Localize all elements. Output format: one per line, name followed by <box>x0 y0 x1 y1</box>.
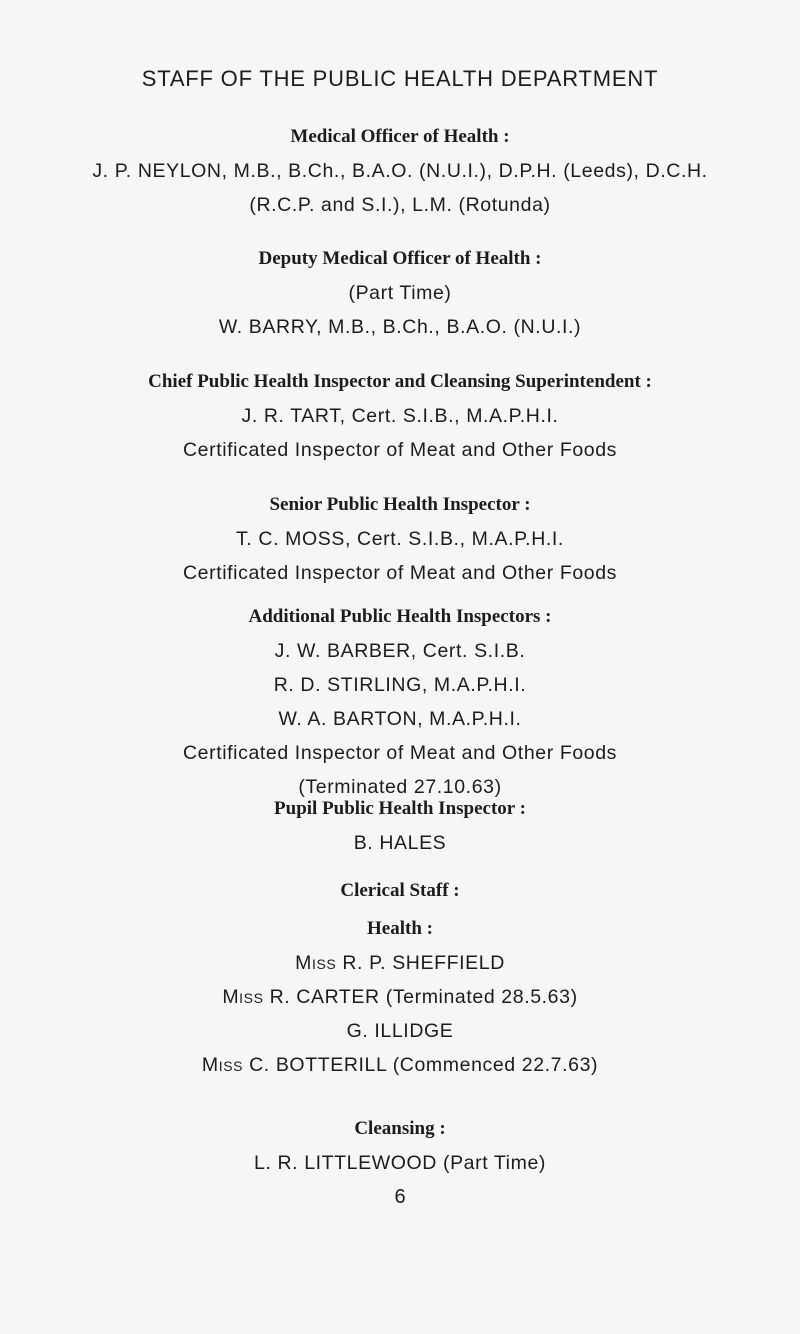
clerical-staff-line <box>0 1048 800 1082</box>
clerical-staff-heading: Clerical Staff : <box>340 880 460 901</box>
cleansing-heading: Cleansing : <box>354 1118 446 1139</box>
staff-name: R. CARTER (Terminated 28.5.63) <box>269 986 578 1008</box>
clerical-staff-line <box>0 946 800 980</box>
chief-inspector-line: J. R. TART, Cert. S.I.B., M.A.P.H.I. <box>241 405 559 427</box>
senior-inspector-line: Certificated Inspector of Meat and Other Foods <box>182 562 618 584</box>
senior-inspector-line: T. C. MOSS, Cert. S.I.B., M.A.P.H.I. <box>236 528 564 550</box>
deputy-officer-line: W. BARRY, M.B., B.Ch., B.A.O. (N.U.I.) <box>218 316 582 338</box>
chief-inspector-heading: Chief Public Health Inspector and Cleansing Superintendent : <box>148 371 652 392</box>
title-prefix: Miss <box>295 952 337 974</box>
deputy-officer-section <box>0 242 800 344</box>
page-title: STAFF OF THE PUBLIC HEALTH DEPARTMENT <box>141 66 659 91</box>
cleansing-section <box>0 1112 800 1180</box>
pupil-inspector-line: B. HALES <box>353 832 447 854</box>
title-prefix: Miss <box>222 986 264 1008</box>
senior-inspector-heading: Senior Public Health Inspector : <box>269 494 531 515</box>
title-prefix: Miss <box>201 1054 244 1076</box>
additional-inspectors-section <box>0 600 800 804</box>
additional-inspector-line: J. W. BARBER, Cert. S.I.B. <box>274 640 526 662</box>
additional-inspectors-heading: Additional Public Health Inspectors : <box>248 606 552 627</box>
additional-inspector-line: R. D. STIRLING, M.A.P.H.I. <box>273 674 527 696</box>
medical-officer-heading: Medical Officer of Health : <box>290 126 510 147</box>
clerical-staff-line: G. ILLIDGE <box>346 1020 454 1042</box>
pupil-inspector-section <box>0 792 800 860</box>
clerical-health-subheading: Health : <box>367 918 433 939</box>
medical-officer-line: J. P. NEYLON, M.B., B.Ch., B.A.O. (N.U.I.), D.P.H. (Leeds), D.C.H. <box>92 160 708 182</box>
senior-inspector-section <box>0 488 800 590</box>
cleansing-line: L. R. LITTLEWOOD (Part Time) <box>254 1152 546 1174</box>
medical-officer-section <box>0 120 800 222</box>
deputy-officer-line: (Part Time) <box>348 282 452 304</box>
chief-inspector-section <box>0 365 800 467</box>
additional-inspector-line: Certificated Inspector of Meat and Other Foods <box>182 742 618 764</box>
deputy-officer-heading: Deputy Medical Officer of Health : <box>258 248 542 269</box>
staff-name: C. BOTTERILL (Commenced 22.7.63) <box>249 1054 599 1076</box>
additional-inspector-line: (Terminated 27.10.63) <box>298 776 502 798</box>
additional-inspector-line: W. A. BARTON, M.A.P.H.I. <box>278 708 522 730</box>
staff-name: R. P. SHEFFIELD <box>342 952 505 974</box>
chief-inspector-line: Certificated Inspector of Meat and Other Foods <box>182 439 618 461</box>
page-number: 6 <box>394 1186 406 1208</box>
pupil-inspector-heading: Pupil Public Health Inspector : <box>274 798 526 819</box>
medical-officer-line: (R.C.P. and S.I.), L.M. (Rotunda) <box>249 194 551 216</box>
clerical-staff-line <box>0 980 800 1014</box>
clerical-staff-section <box>0 874 800 1082</box>
